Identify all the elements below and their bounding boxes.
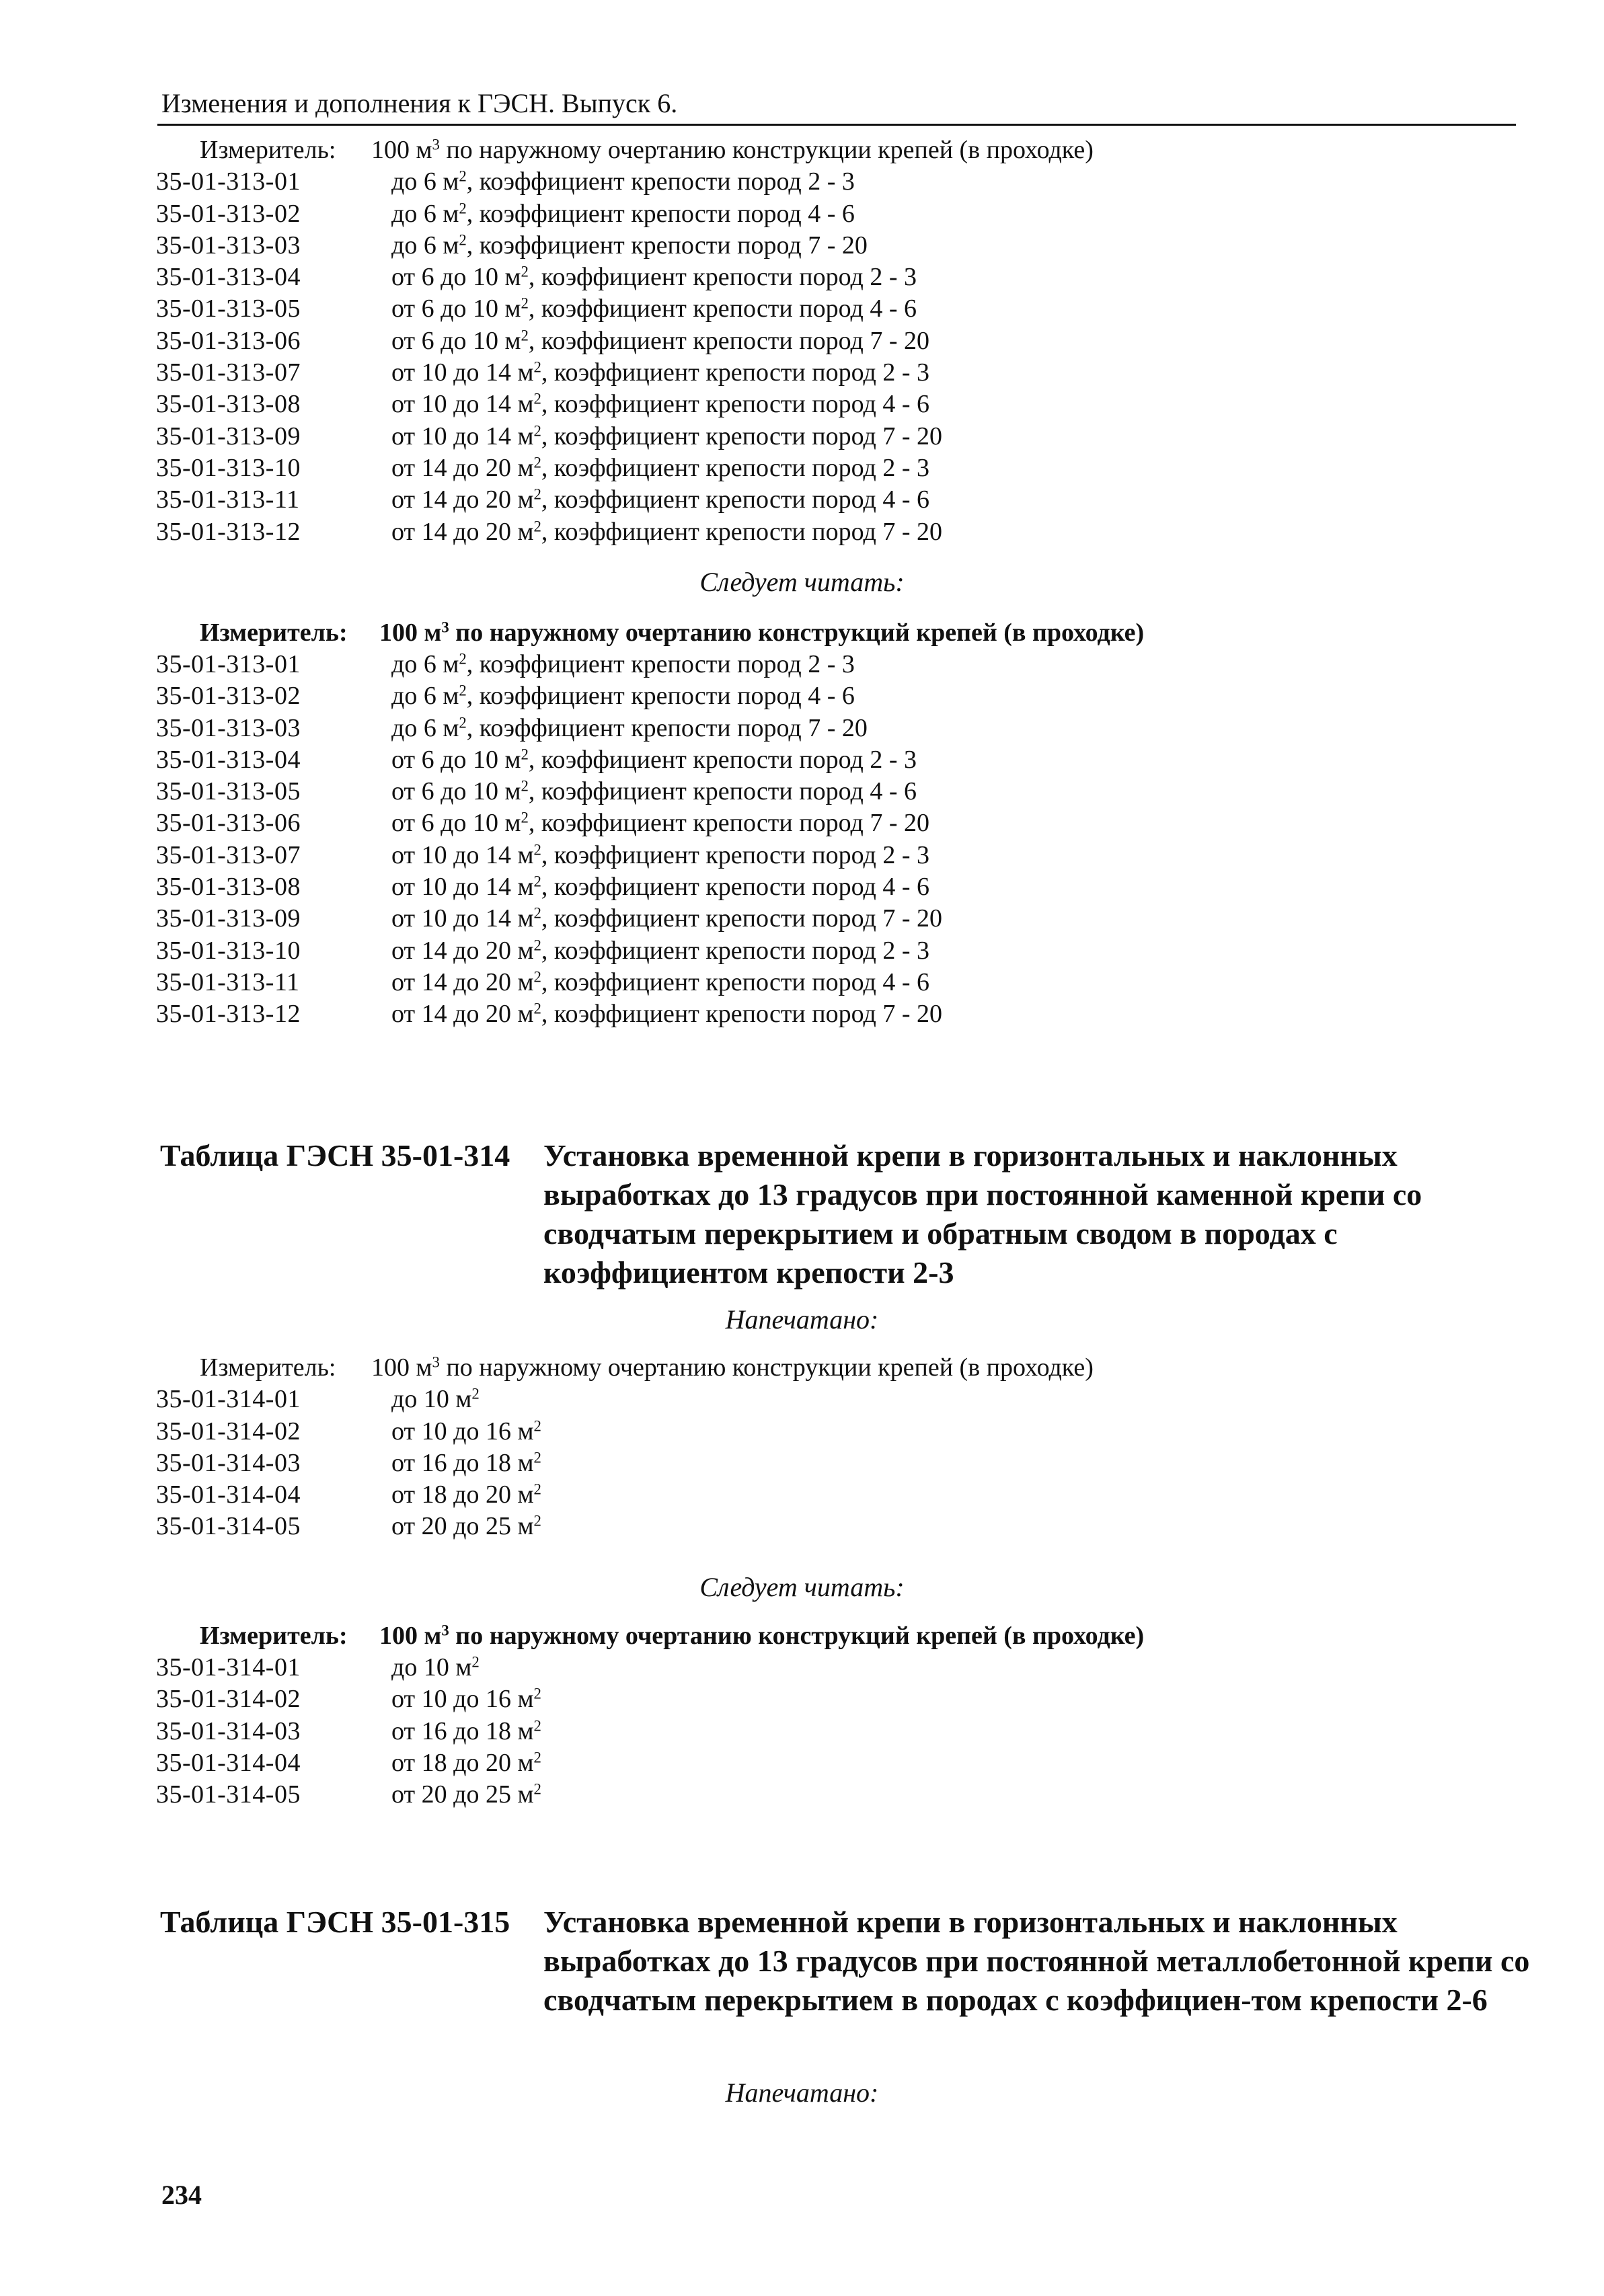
table-314-number: Таблица ГЭСН 35-01-314 bbox=[160, 1138, 510, 1173]
row-code: 35-01-314-03 bbox=[156, 1448, 301, 1477]
row-code: 35-01-313-05 bbox=[156, 294, 301, 323]
row-description: от 14 до 20 $м^2$, коэффициент крепости пород 2 - 3 bbox=[391, 453, 929, 482]
row-description: до 6 $м^2$, коэффициент крепости пород 7 - 20 bbox=[391, 713, 868, 742]
rows-313-corrected bbox=[156, 649, 1434, 1031]
table-row bbox=[156, 1716, 1434, 1747]
table-row bbox=[156, 998, 1434, 1030]
unit-text: 100 $м^3$ по наружному очертанию конструкции крепей (в проходке) bbox=[371, 1353, 1094, 1382]
row-description: от 6 до 10 $м^2$, коэффициент крепости пород 2 - 3 bbox=[391, 263, 917, 292]
table-row bbox=[156, 293, 1434, 325]
row-code: 35-01-314-02 bbox=[156, 1685, 301, 1714]
row-code: 35-01-313-07 bbox=[156, 840, 301, 869]
row-description: от 6 до 10 $м^2$, коэффициент крепости пород 7 - 20 bbox=[391, 809, 929, 838]
row-description: от 14 до 20 $м^2$, коэффициент крепости пород 4 - 6 bbox=[391, 485, 929, 514]
row-description: от 14 до 20 $м^2$, коэффициент крепости пород 2 - 3 bbox=[391, 936, 929, 965]
row-description: от 10 до 14 $м^2$, коэффициент крепости пород 2 - 3 bbox=[391, 840, 929, 869]
row-code: 35-01-314-04 bbox=[156, 1748, 301, 1777]
row-description: от 20 до 25 $м^2$ bbox=[391, 1780, 541, 1809]
row-description: от 14 до 20 $м^2$, коэффициент крепости пород 7 - 20 bbox=[391, 1000, 942, 1029]
row-code: 35-01-314-05 bbox=[156, 1780, 301, 1809]
row-description: до 10 $м^2$ bbox=[391, 1385, 480, 1414]
row-description: от 16 до 18 $м^2$ bbox=[391, 1716, 541, 1745]
table-row bbox=[156, 807, 1434, 839]
table-row bbox=[156, 840, 1434, 871]
table-row bbox=[156, 421, 1434, 452]
table-row bbox=[156, 357, 1434, 389]
row-code: 35-01-313-08 bbox=[156, 873, 301, 902]
row-code: 35-01-313-02 bbox=[156, 682, 301, 711]
row-code: 35-01-314-04 bbox=[156, 1480, 301, 1509]
row-description: от 10 до 14 $м^2$, коэффициент крепости пород 4 - 6 bbox=[391, 873, 929, 902]
table-row bbox=[156, 1479, 1434, 1511]
row-code: 35-01-313-09 bbox=[156, 422, 301, 450]
row-description: от 18 до 20 $м^2$ bbox=[391, 1748, 541, 1777]
table-row bbox=[156, 713, 1434, 744]
table-row bbox=[156, 903, 1434, 935]
unit-text: 100 $м^3$ по наружному очертанию конструкций крепей (в проходке) bbox=[379, 1622, 1145, 1650]
unit-label: Измеритель: bbox=[200, 1622, 348, 1650]
table-313-corrected-rows bbox=[156, 649, 1434, 1031]
row-description: от 6 до 10 $м^2$, коэффициент крепости пород 7 - 20 bbox=[391, 326, 929, 355]
row-code: 35-01-313-02 bbox=[156, 199, 301, 228]
unit-line bbox=[156, 1620, 1434, 1652]
table-row bbox=[156, 198, 1434, 230]
table-row bbox=[156, 389, 1434, 420]
row-description: от 14 до 20 $м^2$, коэффициент крепости пород 4 - 6 bbox=[391, 967, 929, 996]
table-row bbox=[156, 262, 1434, 293]
table-row bbox=[156, 1448, 1434, 1479]
table-314-corrected-rows bbox=[156, 1652, 1434, 1811]
unit-label: Измеритель: bbox=[200, 619, 348, 647]
row-code: 35-01-313-10 bbox=[156, 453, 301, 482]
row-code: 35-01-313-04 bbox=[156, 745, 301, 774]
rows-313-printed bbox=[156, 166, 1434, 548]
row-code: 35-01-313-03 bbox=[156, 231, 301, 260]
table-row bbox=[156, 325, 1434, 357]
row-code: 35-01-313-06 bbox=[156, 326, 301, 355]
table-314-name: Установка временной крепи в горизонтальных и наклонных выработках до 13 градусов при постоянной каменной крепи со сводчатым перекрытием и обратным сводом в породах с коэффициентом крепости 2-3 bbox=[543, 1138, 1422, 1290]
unit-label: Измеритель: bbox=[200, 1353, 336, 1382]
row-code: 35-01-313-07 bbox=[156, 358, 301, 387]
table-row bbox=[156, 452, 1434, 484]
row-code: 35-01-313-11 bbox=[156, 485, 300, 514]
table-315-number: Таблица ГЭСН 35-01-315 bbox=[160, 1905, 510, 1939]
row-description: до 6 $м^2$, коэффициент крепости пород 4 - 6 bbox=[391, 199, 855, 228]
row-description: до 6 $м^2$, коэффициент крепости пород 2 - 3 bbox=[391, 650, 855, 678]
row-code: 35-01-313-11 bbox=[156, 967, 300, 996]
unit-line bbox=[156, 134, 1434, 166]
table-row bbox=[156, 680, 1434, 712]
unit-label: Измеритель: bbox=[200, 136, 336, 164]
row-description: от 20 до 25 $м^2$ bbox=[391, 1512, 541, 1541]
unit-text: 100 $м^3$ по наружному очертанию конструкции крепей (в проходке) bbox=[371, 136, 1094, 164]
row-description: от 6 до 10 $м^2$, коэффициент крепости пород 4 - 6 bbox=[391, 777, 917, 806]
should-read-note: Следует читать: bbox=[699, 567, 905, 597]
row-code: 35-01-314-03 bbox=[156, 1716, 301, 1745]
printed-note: Напечатано: bbox=[725, 1304, 879, 1335]
unit-text: 100 $м^3$ по наружному очертанию конструкций крепей (в проходке) bbox=[379, 619, 1145, 647]
row-code: 35-01-313-08 bbox=[156, 390, 301, 419]
page-header: Изменения и дополнения к ГЭСН. Выпуск 6. bbox=[161, 88, 678, 118]
table-row bbox=[156, 1511, 1434, 1542]
table-row bbox=[156, 744, 1434, 776]
row-description: от 10 до 14 $м^2$, коэффициент крепости пород 7 - 20 bbox=[391, 904, 942, 933]
should-read-note: Следует читать: bbox=[699, 1572, 905, 1602]
table-row bbox=[156, 484, 1434, 516]
row-code: 35-01-313-12 bbox=[156, 517, 301, 546]
unit-line bbox=[156, 1352, 1434, 1384]
printed-note: Напечатано: bbox=[725, 2077, 879, 2108]
table-313-corrected bbox=[156, 617, 1434, 649]
row-description: от 10 до 14 $м^2$, коэффициент крепости пород 2 - 3 bbox=[391, 358, 929, 387]
rows-314-printed bbox=[156, 1384, 1434, 1542]
row-code: 35-01-313-03 bbox=[156, 713, 301, 742]
table-row bbox=[156, 967, 1434, 998]
table-row bbox=[156, 166, 1434, 198]
row-code: 35-01-313-06 bbox=[156, 809, 301, 838]
row-description: от 16 до 18 $м^2$ bbox=[391, 1448, 541, 1477]
table-row bbox=[156, 1384, 1434, 1415]
page-number: 234 bbox=[161, 2180, 202, 2210]
row-description: до 10 $м^2$ bbox=[391, 1653, 480, 1681]
table-row bbox=[156, 1416, 1434, 1448]
table-row bbox=[156, 871, 1434, 903]
table-314-title bbox=[160, 1136, 1532, 1292]
row-code: 35-01-313-10 bbox=[156, 936, 301, 965]
table-315-title bbox=[160, 1903, 1532, 2020]
table-row bbox=[156, 230, 1434, 262]
row-code: 35-01-313-04 bbox=[156, 263, 301, 292]
table-row bbox=[156, 1684, 1434, 1715]
row-description: от 14 до 20 $м^2$, коэффициент крепости пород 7 - 20 bbox=[391, 517, 942, 546]
row-description: до 6 $м^2$, коэффициент крепости пород 2 - 3 bbox=[391, 167, 855, 196]
unit-line bbox=[156, 617, 1434, 649]
table-row bbox=[156, 516, 1434, 548]
row-description: от 18 до 20 $м^2$ bbox=[391, 1480, 541, 1509]
table-row bbox=[156, 1779, 1434, 1811]
row-description: до 6 $м^2$, коэффициент крепости пород 4 - 6 bbox=[391, 682, 855, 711]
row-code: 35-01-314-02 bbox=[156, 1417, 301, 1446]
row-code: 35-01-313-12 bbox=[156, 1000, 301, 1029]
rows-314-corrected bbox=[156, 1652, 1434, 1811]
table-315-name: Установка временной крепи в горизонтальных и наклонных выработках до 13 градусов при постоянной металлобетонной крепи со сводчатым перекрытием в породах с коэффициен-том крепости 2-6 bbox=[543, 1905, 1530, 2017]
row-description: от 6 до 10 $м^2$, коэффициент крепости пород 4 - 6 bbox=[391, 294, 917, 323]
table-313-printed bbox=[156, 134, 1434, 548]
table-row bbox=[156, 1652, 1434, 1684]
table-314-printed bbox=[156, 1352, 1434, 1543]
row-description: от 10 до 14 $м^2$, коэффициент крепости пород 7 - 20 bbox=[391, 422, 942, 450]
row-code: 35-01-313-09 bbox=[156, 904, 301, 933]
table-314-corrected bbox=[156, 1620, 1434, 1652]
table-row bbox=[156, 1747, 1434, 1779]
table-row bbox=[156, 776, 1434, 807]
header-divider bbox=[157, 124, 1516, 126]
row-description: до 6 $м^2$, коэффициент крепости пород 7 - 20 bbox=[391, 231, 868, 260]
row-description: от 10 до 16 $м^2$ bbox=[391, 1685, 541, 1714]
table-row bbox=[156, 935, 1434, 967]
row-code: 35-01-313-05 bbox=[156, 777, 301, 806]
row-code: 35-01-313-01 bbox=[156, 167, 301, 196]
row-code: 35-01-314-01 bbox=[156, 1653, 301, 1681]
table-row bbox=[156, 649, 1434, 680]
row-description: от 10 до 16 $м^2$ bbox=[391, 1417, 541, 1446]
row-description: от 10 до 14 $м^2$, коэффициент крепости пород 4 - 6 bbox=[391, 390, 929, 419]
row-code: 35-01-314-01 bbox=[156, 1385, 301, 1414]
row-code: 35-01-314-05 bbox=[156, 1512, 301, 1541]
row-description: от 6 до 10 $м^2$, коэффициент крепости пород 2 - 3 bbox=[391, 745, 917, 774]
row-code: 35-01-313-01 bbox=[156, 650, 301, 678]
